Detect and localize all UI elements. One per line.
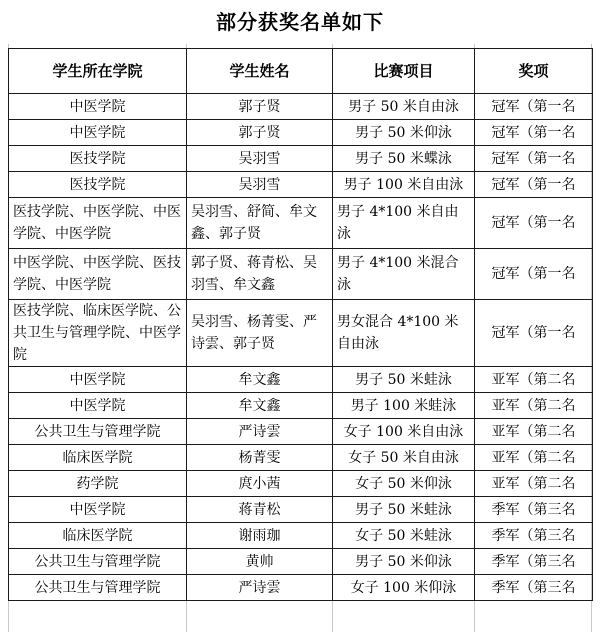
cell-award: 亚军（第二名 bbox=[475, 393, 593, 419]
cell-event: 女子 50 米蛙泳 bbox=[333, 523, 475, 549]
cell-event: 男子 50 米自由泳 bbox=[333, 94, 475, 120]
table-row bbox=[9, 198, 593, 249]
cell-college: 中医学院 bbox=[9, 120, 187, 146]
table-row bbox=[9, 367, 593, 393]
cell-award: 亚军（第二名 bbox=[475, 367, 593, 393]
cell-award: 季军（第三名 bbox=[475, 575, 593, 601]
cell-name: 谢雨珈 bbox=[187, 523, 333, 549]
cell-name: 牟文鑫 bbox=[187, 393, 333, 419]
cell-name: 蒋青松 bbox=[187, 497, 333, 523]
cell-name: 郭子贤 bbox=[187, 94, 333, 120]
table-row bbox=[9, 471, 593, 497]
cell-award: 亚军（第二名 bbox=[475, 471, 593, 497]
table-row bbox=[9, 94, 593, 120]
cell-college: 医技学院 bbox=[9, 146, 187, 172]
cell-event: 男子 50 米仰泳 bbox=[333, 549, 475, 575]
cell-college: 医技学院、中医学院、中医学院、中医学院 bbox=[9, 198, 187, 249]
cell-event: 男子 4*100 米自由泳 bbox=[333, 198, 475, 249]
cell-name: 郭子贤 bbox=[187, 120, 333, 146]
cell-event: 男子 4*100 米混合泳 bbox=[333, 249, 475, 300]
cell-award: 冠军（第一名 bbox=[475, 120, 593, 146]
cell-event: 女子 50 米仰泳 bbox=[333, 471, 475, 497]
award-table bbox=[8, 48, 593, 601]
cell-award: 亚军（第二名 bbox=[475, 419, 593, 445]
cell-event: 女子 100 米自由泳 bbox=[333, 419, 475, 445]
cell-name: 牟文鑫 bbox=[187, 367, 333, 393]
cell-college: 医技学院 bbox=[9, 172, 187, 198]
cell-event: 女子 50 米自由泳 bbox=[333, 445, 475, 471]
cell-event: 男子 50 米蛙泳 bbox=[333, 497, 475, 523]
cell-event: 男子 50 米蛙泳 bbox=[333, 367, 475, 393]
cell-name: 吴羽雪 bbox=[187, 172, 333, 198]
cell-award: 季军（第三名 bbox=[475, 523, 593, 549]
cell-name: 杨菁雯 bbox=[187, 445, 333, 471]
cell-college: 中医学院 bbox=[9, 393, 187, 419]
table-row bbox=[9, 497, 593, 523]
cell-college: 中医学院 bbox=[9, 497, 187, 523]
cell-name: 郭子贤、蒋青松、吴羽雪、牟文鑫 bbox=[187, 249, 333, 300]
cell-award: 冠军（第一名 bbox=[475, 146, 593, 172]
cell-college: 临床医学院 bbox=[9, 523, 187, 549]
cell-name: 严诗雲 bbox=[187, 419, 333, 445]
cell-award: 冠军（第一名 bbox=[475, 94, 593, 120]
table-row bbox=[9, 393, 593, 419]
cell-award: 冠军（第一名 bbox=[475, 198, 593, 249]
table-row bbox=[9, 120, 593, 146]
cell-event: 男子 50 米仰泳 bbox=[333, 120, 475, 146]
cell-award: 亚军（第二名 bbox=[475, 445, 593, 471]
cell-college: 药学院 bbox=[9, 471, 187, 497]
cell-award: 冠军（第一名 bbox=[475, 300, 593, 367]
cell-college: 医技学院、临床医学院、公共卫生与管理学院、中医学院 bbox=[9, 300, 187, 367]
cell-college: 公共卫生与管理学院 bbox=[9, 419, 187, 445]
cell-event: 女子 100 米仰泳 bbox=[333, 575, 475, 601]
cell-name: 吴羽雪、杨菁雯、严诗雲、郭子贤 bbox=[187, 300, 333, 367]
cell-college: 中医学院 bbox=[9, 367, 187, 393]
cell-award: 季军（第三名 bbox=[475, 549, 593, 575]
table-row bbox=[9, 575, 593, 601]
table-row bbox=[9, 445, 593, 471]
header-award: 奖项 bbox=[475, 49, 593, 94]
cell-name: 吴羽雪 bbox=[187, 146, 333, 172]
header-college: 学生所在学院 bbox=[9, 49, 187, 94]
cell-event: 男子 50 米蝶泳 bbox=[333, 146, 475, 172]
table-row bbox=[9, 249, 593, 300]
cell-college: 临床医学院 bbox=[9, 445, 187, 471]
cell-award: 冠军（第一名 bbox=[475, 172, 593, 198]
header-name: 学生姓名 bbox=[187, 49, 333, 94]
cell-college: 公共卫生与管理学院 bbox=[9, 575, 187, 601]
cell-award: 季军（第三名 bbox=[475, 497, 593, 523]
cell-award: 冠军（第一名 bbox=[475, 249, 593, 300]
table-header-row bbox=[9, 49, 593, 94]
table-row bbox=[9, 172, 593, 198]
cell-college: 公共卫生与管理学院 bbox=[9, 549, 187, 575]
cell-event: 男子 100 米蛙泳 bbox=[333, 393, 475, 419]
cell-name: 严诗雲 bbox=[187, 575, 333, 601]
cell-name: 吴羽雪、舒简、牟文鑫、郭子贤 bbox=[187, 198, 333, 249]
header-event: 比赛项目 bbox=[333, 49, 475, 94]
table-row bbox=[9, 523, 593, 549]
cell-college: 中医学院、中医学院、医技学院、中医学院 bbox=[9, 249, 187, 300]
cell-name: 庹小茜 bbox=[187, 471, 333, 497]
table-row bbox=[9, 300, 593, 367]
cell-event: 男子 100 米自由泳 bbox=[333, 172, 475, 198]
cell-college: 中医学院 bbox=[9, 94, 187, 120]
table-row bbox=[9, 419, 593, 445]
page-title: 部分获奖名单如下 bbox=[216, 10, 384, 34]
table-row bbox=[9, 146, 593, 172]
cell-name: 黄帅 bbox=[187, 549, 333, 575]
cell-event: 男女混合 4*100 米自由泳 bbox=[333, 300, 475, 367]
table-row bbox=[9, 549, 593, 575]
